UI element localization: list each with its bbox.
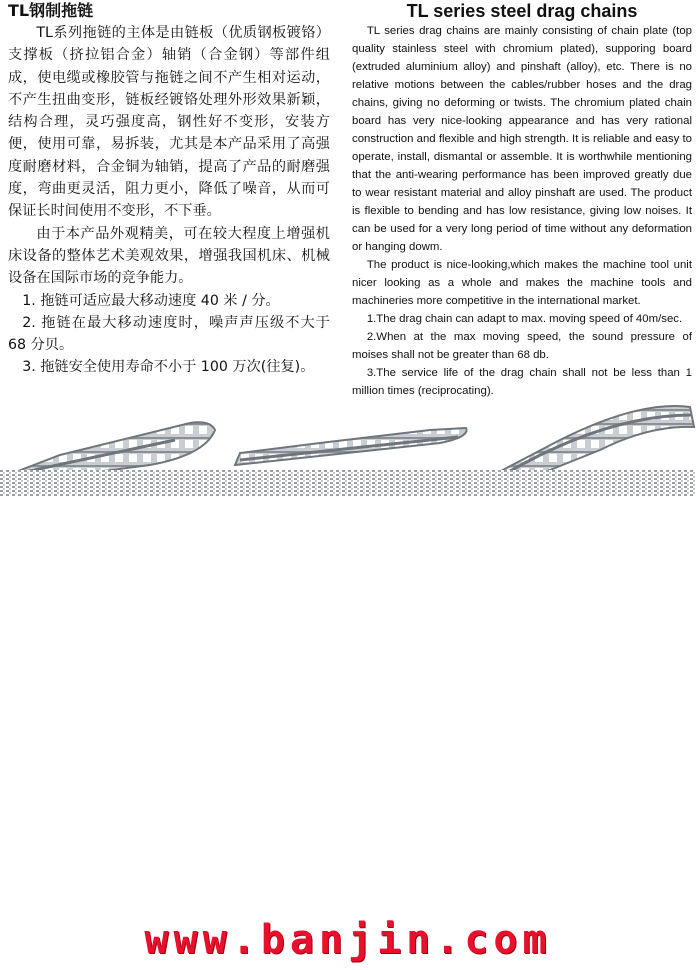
chinese-spec-item-1: 1. 拖链可适应最大移动速度 40 米 / 分。: [22, 292, 280, 309]
chinese-title: TL钢制拖链: [8, 1, 94, 20]
english-spec-item-1: 1.The drag chain can adapt to max. moving speed of 40m/sec.: [366, 313, 683, 325]
english-column: [352, 0, 692, 400]
english-spec-item-3: 3.The service life of the drag chain shall not be less than 1 million times (reciprocating).: [352, 367, 692, 397]
website-url[interactable]: www.banjin.com: [144, 917, 552, 963]
english-appearance-paragraph: The product is nice-looking,which makes the machine tool unit nicer looking as a whole and makes the machine tools and machineries more competitive in the international market.: [352, 259, 692, 307]
chinese-appearance-paragraph: 由于本产品外观精美，可在较大程度上增强机床设备的整体艺术美观效果，增强我国机床、机械设备在国际市场的竞争能力。: [8, 225, 330, 287]
chinese-spec-item-2: 2. 拖链在最大移动速度时，噪声声压级不大于 68 分贝。: [8, 314, 330, 354]
halftone-band: [0, 470, 696, 496]
chinese-intro-paragraph: TL系列拖链的主体是由链板（优质钢板镀铬）支撑板（挤拉铝合金）轴销（合金钢）等部件组成，使电缆或橡胶管与拖链之间不产生相对运动，不产生扭曲变形，链板经镀铬处理外形效果新颖，结构合理，灵巧强度高，钢性好不变形，安装方便，使用可靠，易拆装，尤其是本产品采用了高强度耐磨材料，合金铜为轴销，提高了产品的耐磨强度，弯曲更灵活，阻力更小，降低了噪音，从而可保证长时间使用不变形，不下垂。: [8, 25, 330, 220]
english-intro-paragraph: TL series drag chains are mainly consisting of chain plate (top quality stainless steel with chromium plated), supporing board (extruded aluminium alloy) and pinshaft (alloy), etc. There is no relative motions between the cables/rubber hoses and the drag chains, giving no deforming or twists. The chromium plated chain board has very nice-looking appearance and has very rational construction and flexible and high strength. It is reliable and easy to operate, install, dismantal or assemble. It is worthwhile mentioning that the anti-wearing performance has been improved greatly due to wear resistant material and alloy pinshaft are used. The product is flexible to bending and has low resistance, giving low noises. It can be used for a very long period of time without any deformation or hanging dowm.: [352, 25, 692, 253]
chinese-spec-item-3: 3. 拖链安全使用寿命不小于 100 万次(往复)。: [22, 359, 315, 376]
drag-chain-photo-middle: [235, 428, 466, 465]
english-spec-item-2: 2.When at the max moving speed, the sound pressure of moises shall not be greater than 68 db.: [352, 331, 692, 361]
chinese-column: [8, 0, 330, 379]
english-title: TL series steel drag chains: [406, 1, 638, 21]
